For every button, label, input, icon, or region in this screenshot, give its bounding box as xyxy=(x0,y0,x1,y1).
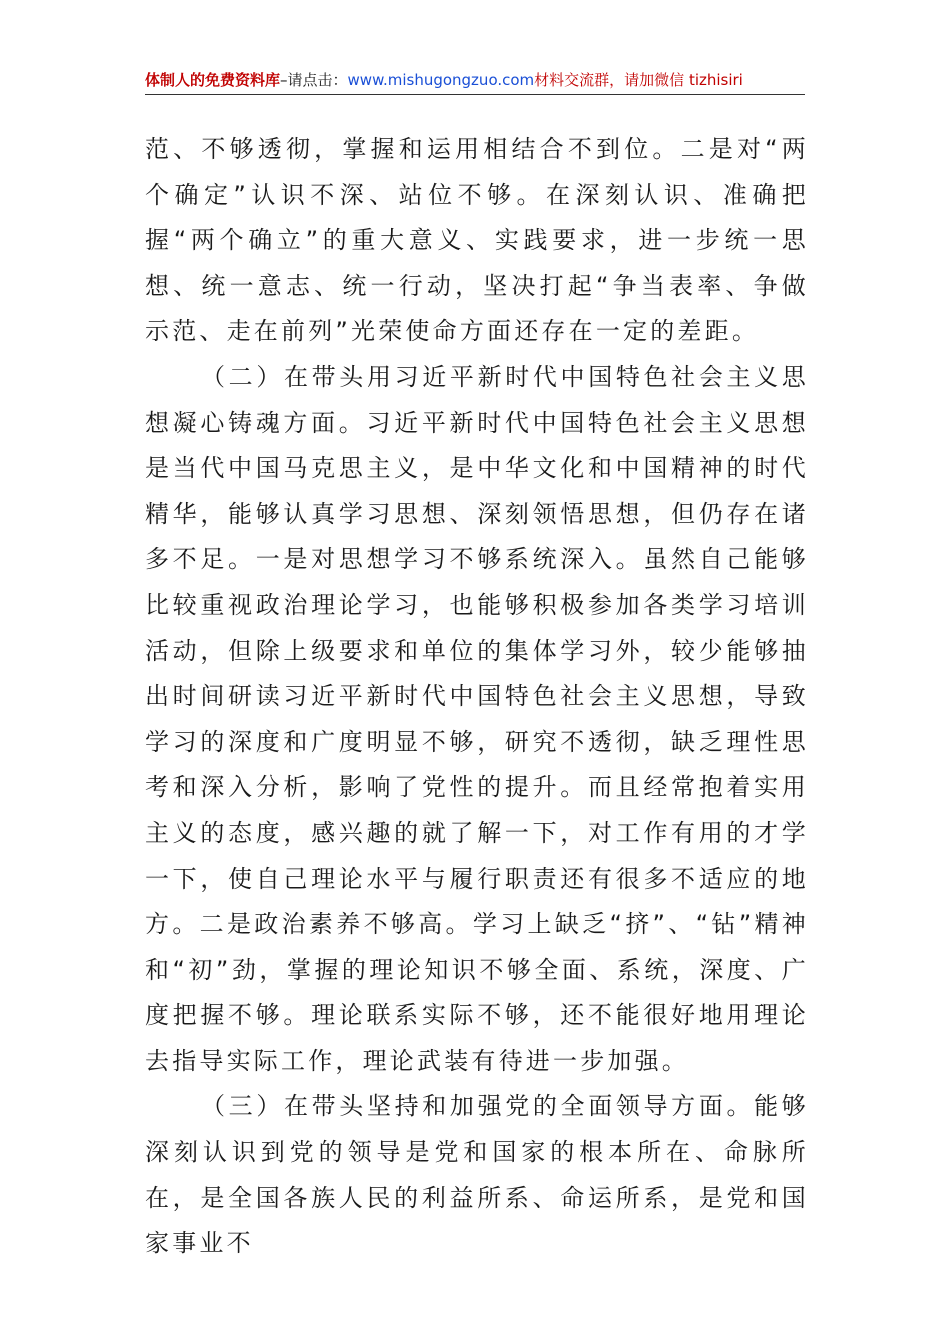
header-contact: 材料交流群，请加微信 tizhisiri xyxy=(534,71,743,89)
header-link[interactable]: www.mishugongzuo.com xyxy=(347,71,535,89)
paragraph: （二）在带头用习近平新时代中国特色社会主义思想凝心铸魂方面。习近平新时代中国特色社会主义思想是当代中国马克思主义，是中华文化和中国精神的时代精华，能够认真学习思想、深刻领悟思想，但仍存在诸多不足。一是对思想学习不够系统深入。虽然自己能够比较重视政治理论学习，也能够积极参加各类学习培训活动，但除上级要求和单位的集体学习外，较少能够抽出时间研读习近平新时代中国特色社会主义思想，导致学习的深度和广度明显不够，研究不透彻，缺乏理性思考和深入分析，影响了党性的提升。而且经常抱着实用主义的态度，感兴趣的就了解一下，对工作有用的才学一下，使自己理论水平与履行职责还有很多不适应的地方。二是政治素养不够高。学习上缺乏“挤”、“钻”精神和“初”劲，掌握的理论知识不够全面、系统，深度、广度把握不够。理论联系实际不够，还不能很好地用理论去指导实际工作，理论武装有待进一步加强。 xyxy=(145,362,809,1075)
document-body xyxy=(145,127,809,1267)
header-brand: 体制人的免费资料库 xyxy=(145,71,281,89)
page-header xyxy=(145,66,805,95)
header-prompt: –请点击： xyxy=(280,71,348,89)
paragraph: 范、不够透彻，掌握和运用相结合不到位。二是对“两个确定”认识不深、站位不够。在深刻认识、准确把握“两个确立”的重大意义、实践要求，进一步统一思想、统一意志、统一行动，坚决打起“争当表率、争做示范、走在前列”光荣使命方面还存在一定的差距。 xyxy=(145,135,809,346)
paragraph: （三）在带头坚持和加强党的全面领导方面。能够深刻认识到党的领导是党和国家的根本所在、命脉所在，是全国各族人民的利益所系、命运所系，是党和国家事业不 xyxy=(145,1092,809,1258)
